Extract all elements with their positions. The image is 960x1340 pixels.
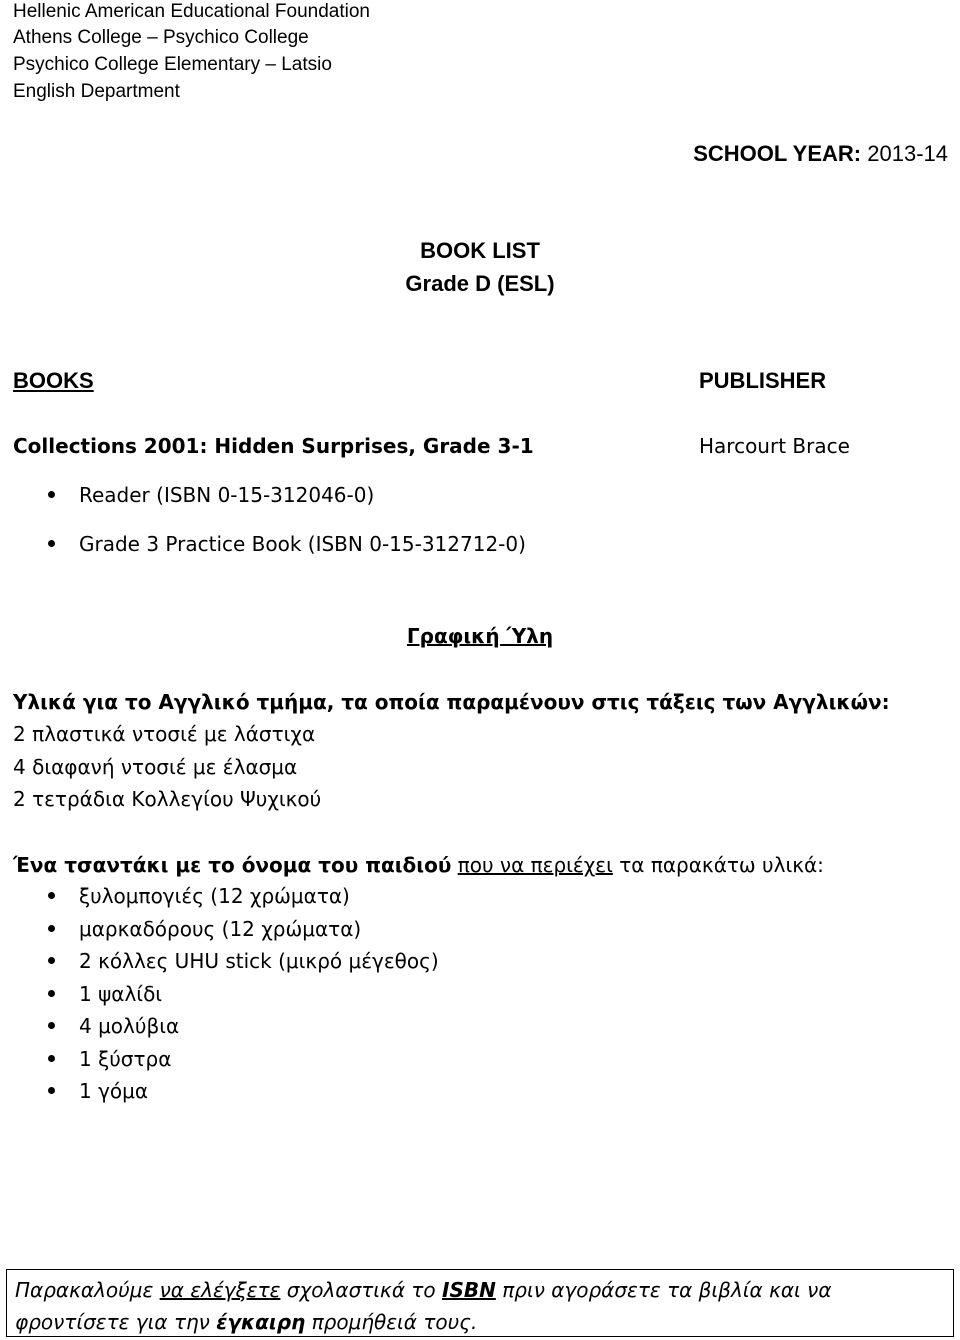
publisher-column-header: PUBLISHER	[699, 368, 827, 393]
stationery-heading: Γραφική Ύλη	[406, 624, 554, 648]
stationery-intro: Υλικά για το Αγγλικό τμήμα, τα οποία παραμένουν στις τάξεις των Αγγλικών:	[13, 690, 890, 714]
bullet-icon	[48, 491, 55, 498]
bullet-icon	[48, 990, 55, 997]
bullet-icon	[48, 1055, 55, 1062]
book-list-title: BOOK LIST	[420, 238, 540, 263]
list-item: 1 ξύστρα	[48, 1045, 171, 1073]
stationery-item: 4 διαφανή ντοσιέ με έλασμα	[13, 755, 298, 779]
list-item: μαρκαδόρους (12 χρώματα)	[48, 915, 361, 943]
book-publisher: Harcourt Brace	[699, 434, 850, 458]
grade-title: Grade D (ESL)	[405, 271, 555, 296]
bag-intro: Ένα τσαντάκι με το όνομα του παιδιού που να περιέχει τα παρακάτω υλικά:	[13, 853, 824, 877]
bullet-icon	[48, 957, 55, 964]
bullet-icon	[48, 925, 55, 932]
stationery-item: 2 τετράδια Κολλεγίου Ψυχικού	[13, 787, 322, 811]
school-year-label: SCHOOL YEAR:	[693, 141, 862, 166]
school-year	[693, 139, 948, 169]
list-item: 1 γόμα	[48, 1077, 148, 1105]
isbn-note-box: Παρακαλούμε να ελέγξετε σχολαστικά το ISBN πριν αγοράσετε τα βιβλία και να φροντίσετε για την έγκαιρη προμήθειά τους.	[6, 1269, 954, 1337]
books-column-header: BOOKS	[13, 368, 94, 393]
list-item: 2 κόλλες UHU stick (μικρό μέγεθος)	[48, 947, 439, 975]
list-item: ξυλομπογιές (12 χρώματα)	[48, 882, 350, 910]
list-item: 4 μολύβια	[48, 1012, 179, 1040]
school-year-value: 2013-14	[867, 141, 948, 166]
book-title: Collections 2001: Hidden Surprises, Grade 3-1	[13, 434, 534, 458]
list-item: 1 ψαλίδι	[48, 980, 162, 1008]
bullet-icon	[48, 1022, 55, 1029]
bullet-icon	[48, 892, 55, 899]
stationery-item: 2 πλαστικά ντοσιέ με λάστιχα	[13, 722, 316, 746]
header-foundation: Hellenic American Educational Foundation	[13, 1, 370, 22]
list-item: Reader (ISBN 0-15-312046-0)	[48, 481, 374, 509]
list-item: Grade 3 Practice Book (ISBN 0-15-312712-0)	[48, 530, 526, 558]
bullet-icon	[48, 540, 55, 547]
header-college: Athens College – Psychico College	[13, 27, 309, 48]
header-department: English Department	[13, 81, 180, 102]
header-elementary: Psychico College Elementary – Latsio	[13, 54, 332, 75]
bullet-icon	[48, 1087, 55, 1094]
